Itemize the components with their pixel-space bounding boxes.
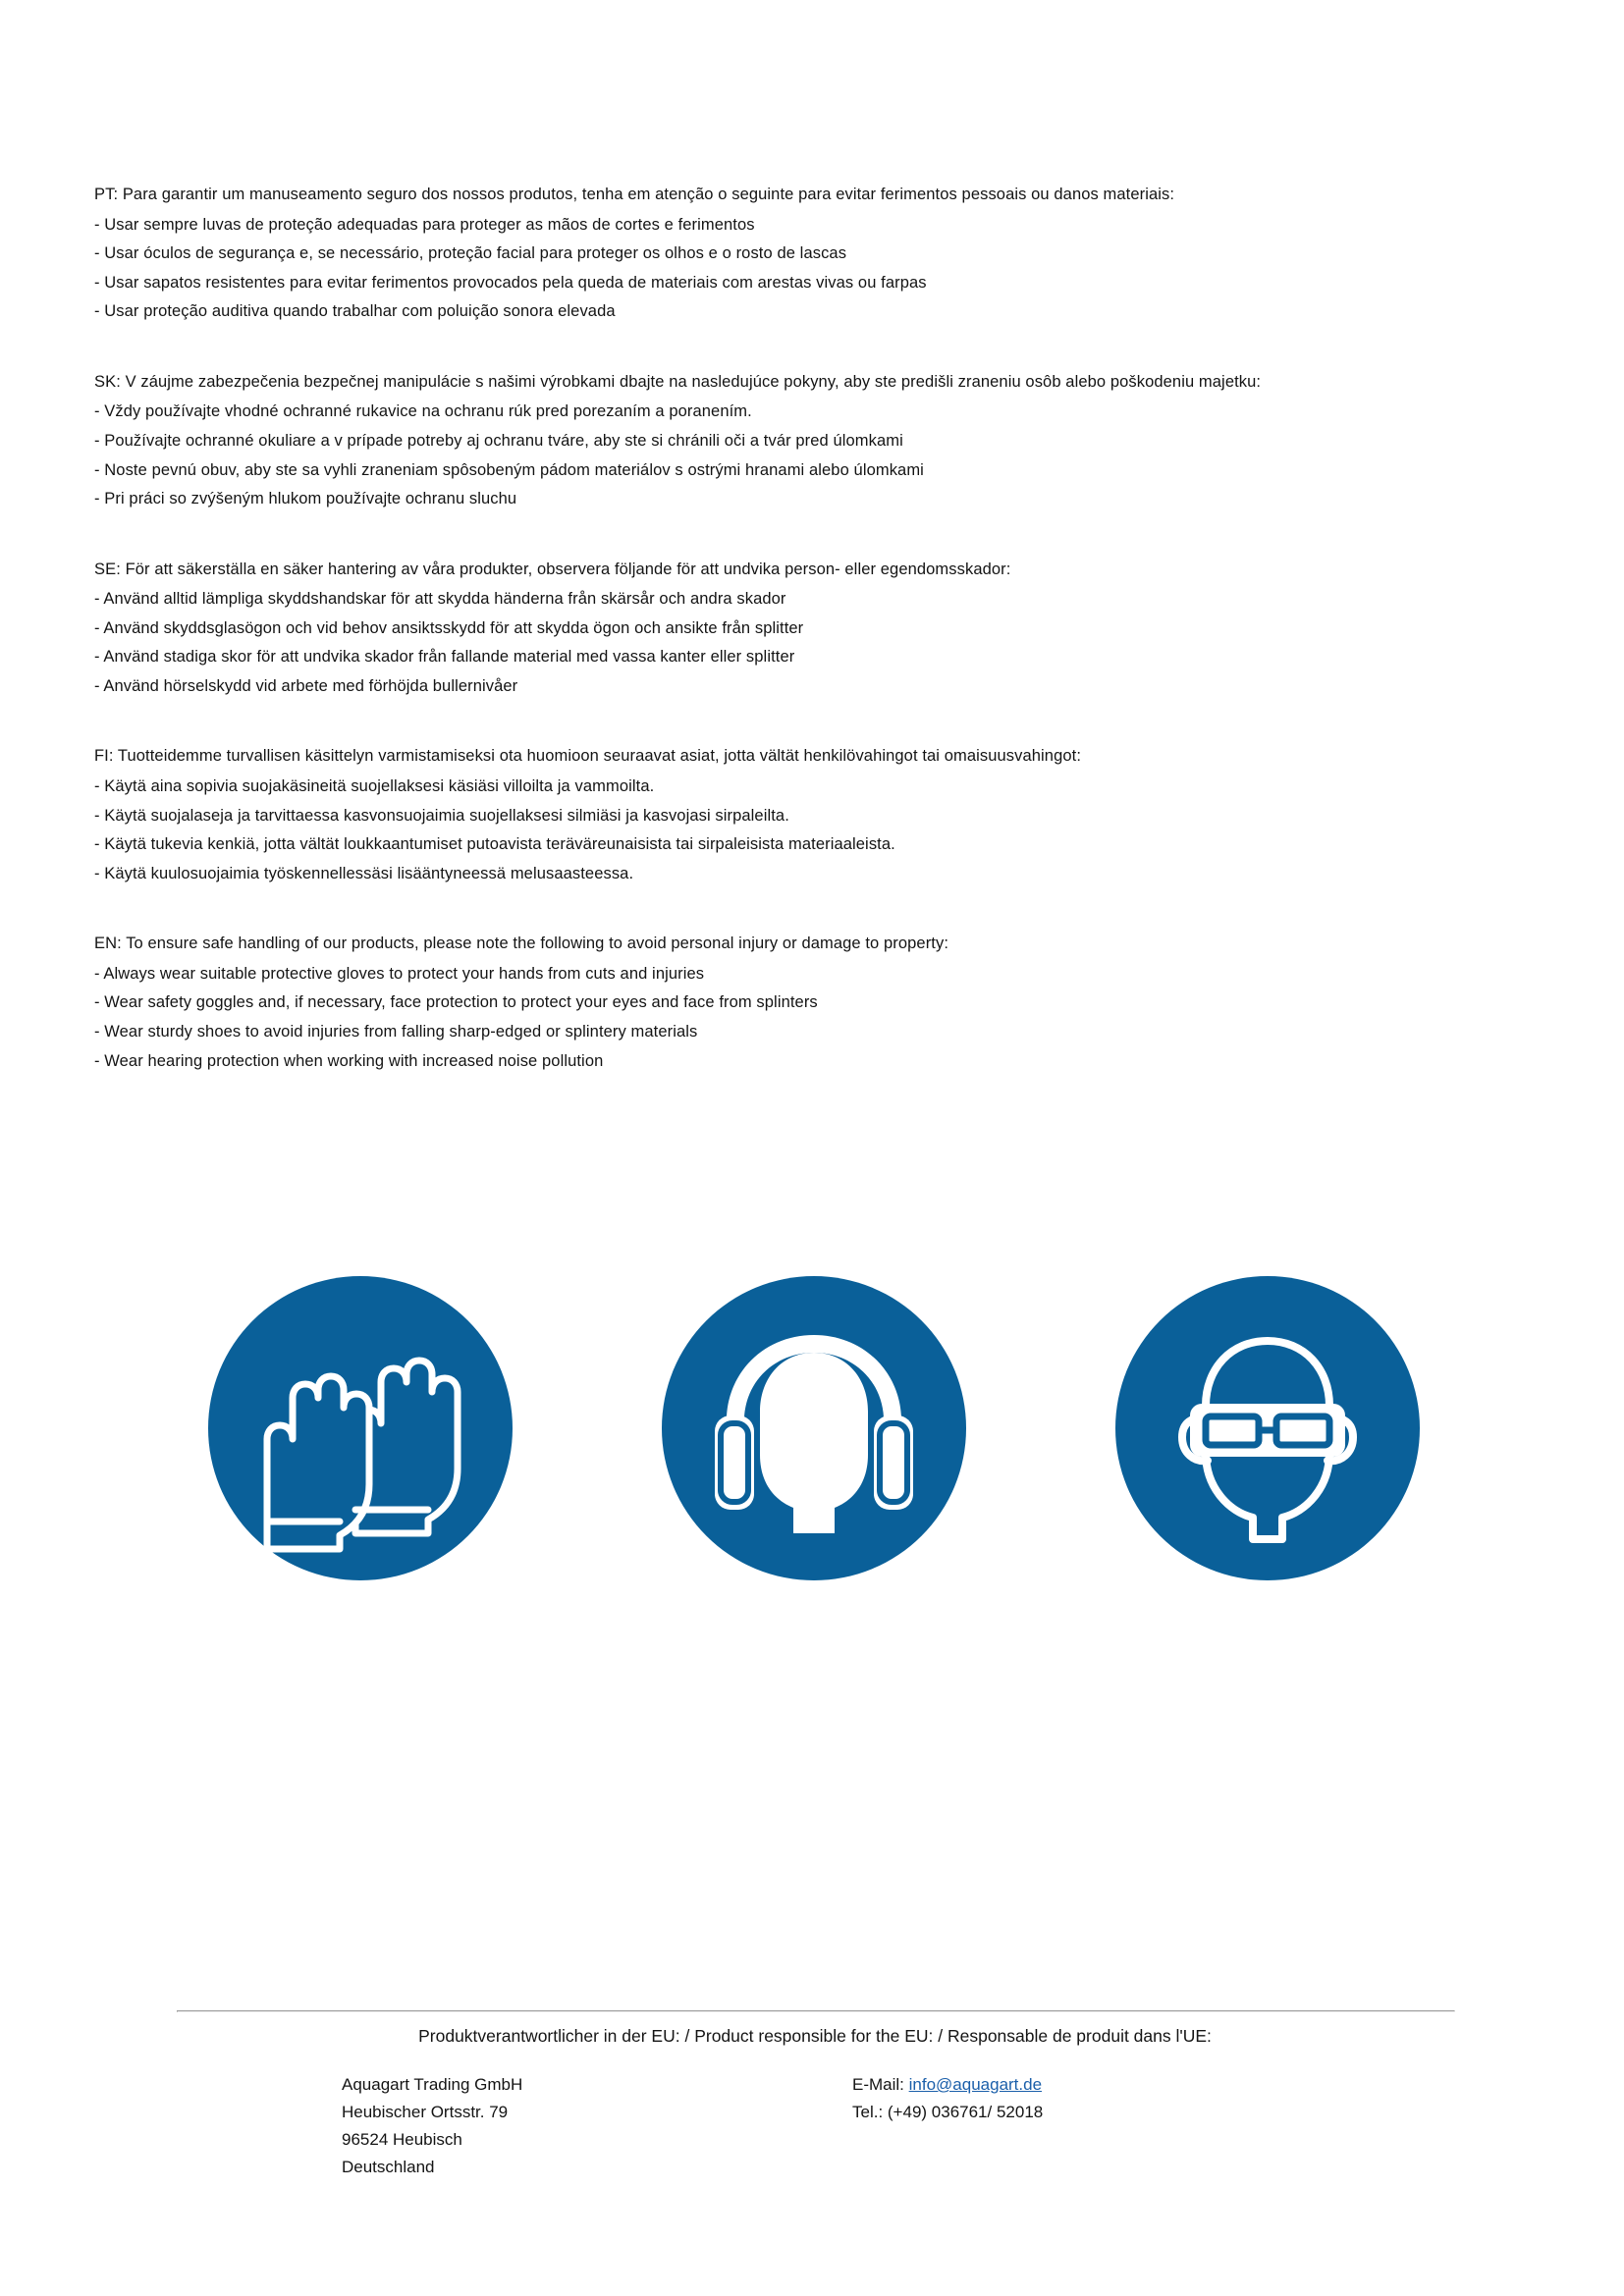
ear-protection-pictogram (662, 1276, 966, 1580)
pt-line-2: - Usar óculos de segurança e, se necessário, proteção facial para proteger os olhos e o rosto de lascas (94, 244, 847, 263)
fi-line-3: - Käytä tukevia kenkiä, jotta vältät loukkaantumiset putoavista teräväreunaisista tai sirpaleisista materiaaleista. (94, 835, 895, 854)
email-label: E-Mail: (852, 2075, 909, 2094)
footer-columns (177, 2074, 1453, 2184)
email-row (852, 2074, 1363, 2097)
fi-line-2: - Käytä suojalaseja ja tarvittaessa kasvonsuojaimia suojellaksesi silmiäsi ja kasvojasi sirpaleilta. (94, 806, 789, 825)
se-line-1: - Använd alltid lämpliga skyddshandskar för att skydda händerna från skärsår och andra skador (94, 590, 786, 609)
sk-line-1: - Vždy používajte vhodné ochranné rukavice na ochranu rúk pred porezaním a poranením. (94, 402, 752, 421)
company-address (342, 2074, 852, 2184)
en-line-2: - Wear safety goggles and, if necessary, face protection to protect your eyes and face from splinters (94, 993, 818, 1012)
language-block-se (94, 558, 1489, 700)
fi-line-1: - Käytä aina sopivia suojakäsineitä suojellaksesi käsiäsi villoilta ja vammoilta. (94, 777, 655, 795)
language-block-sk (94, 370, 1489, 512)
pt-line-1: - Usar sempre luvas de proteção adequadas para proteger as mãos de cortes e ferimentos (94, 215, 755, 234)
address-line-1: Aquagart Trading GmbH (342, 2075, 523, 2094)
address-line-3: 96524 Heubisch (342, 2129, 462, 2149)
safety-instructions-section (94, 183, 1489, 1119)
se-line-3: - Använd stadiga skor för att undvika skador från fallande material med vassa kanter eller splitter (94, 648, 795, 667)
email-link[interactable]: info@aquagart.de (908, 2075, 1043, 2094)
pt-line-4: - Usar proteção auditiva quando trabalhar com poluição sonora elevada (94, 302, 616, 321)
en-intro: EN: To ensure safe handling of our products, please note the following to avoid personal injury or damage to property: (94, 934, 949, 953)
protective-gloves-pictogram (208, 1276, 513, 1580)
se-line-2: - Använd skyddsglasögon och vid behov ansiktsskydd för att skydda ögon och ansikte från splitter (94, 618, 804, 637)
pt-line-3: - Usar sapatos resistentes para evitar ferimentos provocados pela queda de materiais com arestas vivas ou farpas (94, 273, 927, 292)
en-line-4: - Wear hearing protection when working with increased noise pollution (94, 1051, 604, 1070)
contact-details (852, 2074, 1363, 2184)
fi-line-4: - Käytä kuulosuojaimia työskennellessäsi lisääntyneessä melusaasteessa. (94, 864, 634, 882)
footer (177, 2010, 1453, 2184)
se-intro: SE: För att säkerställa en säker hantering av våra produkter, observera följande för att undvika person- eller egendomsskador: (94, 560, 1011, 578)
eye-protection-pictogram (1115, 1276, 1420, 1580)
en-line-1: - Always wear suitable protective gloves to protect your hands from cuts and injuries (94, 964, 705, 983)
language-block-fi (94, 744, 1489, 886)
se-line-4: - Använd hörselskydd vid arbete med förhöjda bullernivåer (94, 676, 518, 695)
fi-intro: FI: Tuotteidemme turvallisen käsittelyn varmistamiseksi ota huomioon seuraavat asiat, jotta vältät henkilövahingot tai omaisuusvahingot: (94, 747, 1082, 766)
address-line-2: Heubischer Ortsstr. 79 (342, 2102, 509, 2121)
sk-line-3: - Noste pevnú obuv, aby ste sa vyhli zraneniam spôsobeným pádom materiálov s ostrými hranami alebo úlomkami (94, 460, 924, 479)
en-line-3: - Wear sturdy shoes to avoid injuries from falling sharp-edged or splintery materials (94, 1022, 698, 1041)
footer-divider (177, 2010, 1455, 2012)
pictogram-row (94, 1276, 1498, 1610)
phone-row: Tel.: (+49) 036761/ 52018 (852, 2102, 1044, 2121)
sk-intro: SK: V záujme zabezpečenia bezpečnej manipulácie s našimi výrobkami dbajte na nasledujúce pokyny, aby ste predišli zraneniu osôb alebo poškodeniu majetku: (94, 372, 1262, 391)
language-block-pt (94, 183, 1489, 325)
sk-line-4: - Pri práci so zvýšeným hlukom používajte ochranu sluchu (94, 490, 517, 508)
address-line-4: Deutschland (342, 2157, 435, 2176)
footer-title: Produktverantwortlicher in der EU: / Product responsible for the EU: / Responsable de produit dans l'UE: (418, 2026, 1212, 2046)
sk-line-2: - Používajte ochranné okuliare a v prípade potreby aj ochranu tváre, aby ste si chránili oči a tvár pred úlomkami (94, 431, 903, 450)
pt-intro: PT: Para garantir um manuseamento seguro dos nossos produtos, tenha em atenção o seguinte para evitar ferimentos pessoais ou danos materiais: (94, 186, 1175, 203)
language-block-en (94, 932, 1489, 1074)
